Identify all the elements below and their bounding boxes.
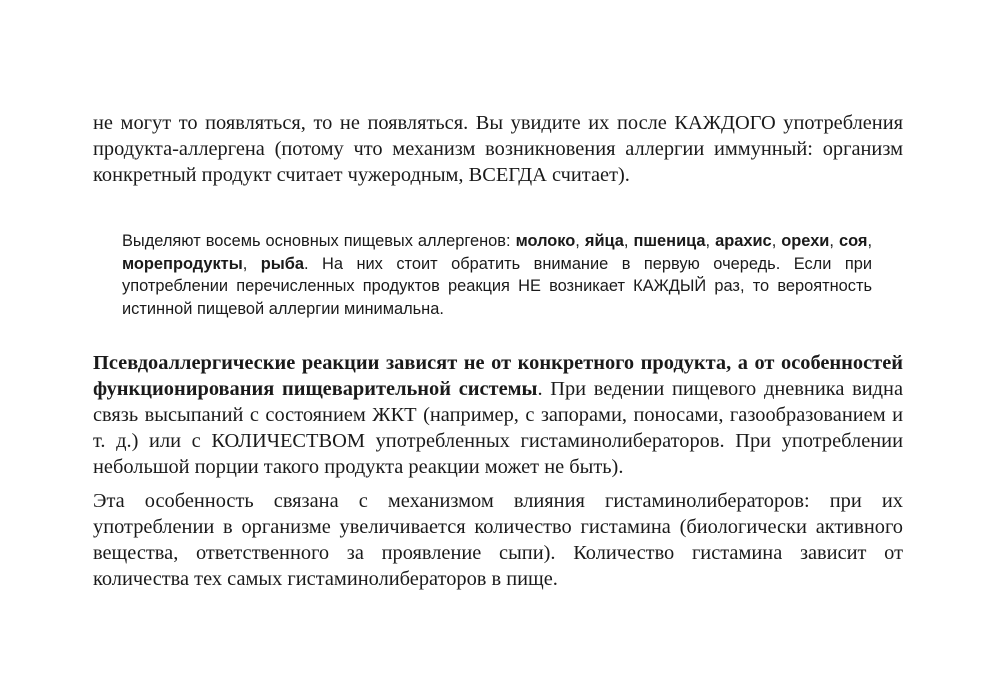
paragraph-text: не могут то появляться, то не появляться. Вы увидите их после КАЖДОГО употребления продукта-аллергена (потому что механизм возникновения аллергии иммунный: организм конкретный продукт считает чужеродным, ВСЕГДА считает). bbox=[93, 112, 903, 186]
paragraph-pseudoallergic bbox=[93, 350, 903, 480]
allergen-peanut: арахис bbox=[715, 232, 772, 250]
allergen-milk: молоко bbox=[515, 232, 576, 250]
allergen-wheat: пшеница bbox=[633, 232, 706, 250]
paragraph-text: . При ведении пищевого дневника видна связь высыпаний с состоянием ЖКТ (например, с запорами, поносами, газообразованием и т. д.) или с КОЛИЧЕСТВОМ употребленных гистаминолибераторов. При употреблении небольшой порции такого продукта реакции может не быть). bbox=[93, 378, 903, 478]
allergen-eggs: яйца bbox=[584, 232, 624, 250]
allergen-soy: соя bbox=[838, 232, 868, 250]
allergen-fish: рыба bbox=[260, 254, 304, 273]
paragraph-text: Эта особенность связана с механизмом влияния гистаминолибераторов: при их употреблении в организме увеличивается количество гистамина (биологически активного вещества, ответственного за проявление сыпи). Количество гистамина зависит от количества тех самых гистаминолибераторов в пище. bbox=[93, 490, 903, 590]
paragraph-immune-allergy bbox=[93, 110, 903, 188]
callout-intro: Выделяют восемь основных пищевых аллергенов: bbox=[122, 232, 516, 250]
paragraph-histamine bbox=[93, 488, 903, 592]
allergen-seafood: морепродукты bbox=[122, 254, 243, 273]
callout-rest: . На них стоит обратить внимание в первую очередь. Если при употреблении перечисленных продуктов реакция НЕ возникает КАЖДЫЙ раз, то вероятность истинной пищевой аллергии минимальна. bbox=[122, 254, 872, 318]
callout-main-allergens: Выделяют восемь основных пищевых аллергенов: молоко, яйца, пшеница, арахис, орехи, соя, морепродукты, рыба. На них стоит обратить внимание в первую очередь. Если при употреблении перечисленных продуктов реакция НЕ возникает КАЖДЫЙ раз, то вероятность истинной пищевой аллергии минимальна. bbox=[122, 232, 873, 318]
allergen-nuts: орехи bbox=[781, 232, 830, 250]
paragraph-bold-lead: Псевдоаллергические реакции зависят не от конкретного продукта, а от особенностей функционирования пищеварительной системы bbox=[93, 352, 903, 400]
